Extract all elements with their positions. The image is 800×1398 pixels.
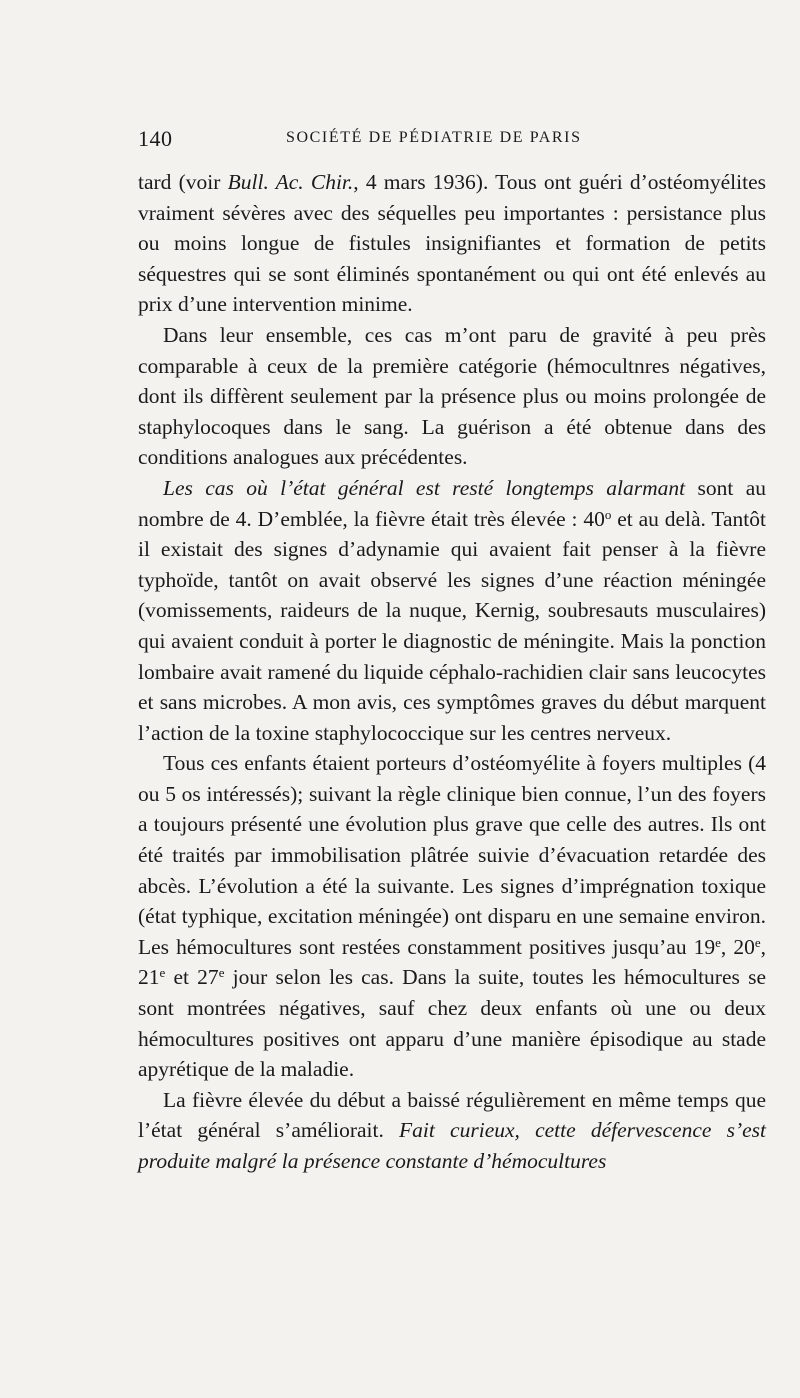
paragraph-5 [138, 1085, 766, 1177]
paragraph-1 [138, 167, 766, 320]
paragraph-2 [138, 320, 766, 473]
paragraph-3-lead: Les cas où l’état général est resté longtemps alarmant [163, 475, 686, 500]
paragraph-2-text: Dans leur ensemble, ces cas m’ont paru de gravité à peu près comparable à ceux de la première catégorie (hémocultnres négatives, dont ils diffèrent seulement par la présence plus ou moins prolongée de staphylocoques dans le sang. La guérison a été obtenue dans des conditions analogues aux précédentes. [138, 322, 766, 470]
paragraph-3-text-c: et au delà. Tantôt il existait des signes d’adynamie qui avaient fait penser à la fièvre typhoïde, tantôt on avait observé les signes d’une réaction méningée (vomissements, raideurs de la nuque, Kernig, soubresauts musculaires) qui avaient conduit à porter le diagnostic de méningite. Mais la ponction lombaire avait ramené du liquide céphalo-rachidien clair sans leucocytes et sans microbes. A mon avis, ces symptômes graves du début marquent l’action de la toxine staphylococcique sur les centres nerveux. [138, 506, 766, 745]
journal-citation: Bull. Ac. Chir. [227, 170, 354, 194]
paragraph-3-text-b: sont au nombre de 4. D’emblée, la fièvre était très élevée : 40 [138, 475, 766, 531]
paragraph-1-text-a: tard (voir [138, 170, 228, 194]
paragraph-4-text-c: , 21 [138, 934, 766, 990]
paragraph-4-text-e: jour selon les cas. Dans la suite, toutes les hémocultures se sont montrées négatives, sauf chez deux enfants où une ou deux hémocultures positives ont apparu d’une manière épisodique au stade apyrétique de la maladie. [138, 965, 766, 1082]
degree-superscript: o [604, 506, 612, 522]
ordinal-superscript: e [159, 965, 166, 981]
journal-title: SOCIÉTÉ DE PÉDIATRIE DE PARIS [286, 129, 582, 146]
paragraph-4-text-d: et 27 [165, 965, 219, 990]
body-text [138, 167, 766, 1177]
page-number: 140 [138, 126, 173, 151]
ordinal-superscript: e [715, 934, 721, 950]
paragraph-1-text-c: , 4 mars 1936). Tous ont guéri d’ostéomyélites vraiment sévères avec des séquelles peu importantes : persistance plus ou moins longue de fistules insignifiantes et formation de petits séquestres qui se sont éliminés spontanément ou qui ont été enlevés au prix d’une intervention minime. [138, 170, 766, 317]
paragraph-4 [138, 748, 766, 1085]
running-header [138, 126, 766, 156]
ordinal-superscript: e [218, 965, 225, 981]
paragraph-4-text-b: , 20 [720, 934, 755, 959]
paragraph-5-italic: Fait curieux, cette défervescence s’est produite malgré la présence constante d’hémocultures [138, 1118, 766, 1173]
paragraph-5-text-a: La fièvre élevée du début a baissé régulièrement en même temps que l’état général s’améliorait. [138, 1087, 766, 1143]
ordinal-superscript: e [754, 934, 761, 950]
paragraph-4-text-a: Tous ces enfants étaient porteurs d’ostéomyélite à foyers multiples (4 ou 5 os intéressés); suivant la règle clinique bien connue, l’un des foyers a toujours présenté une évolution plus grave que celle des autres. Ils ont été traités par immobilisation plâtrée suivie d’évacuation retardée des abcès. L’évolution a été la suivante. Les signes d’imprégnation toxique (état typhique, excitation méningée) ont disparu en une semaine environ. Les hémocultures sont restées constamment positives jusqu’au 19 [138, 751, 766, 959]
paragraph-3 [138, 473, 766, 748]
